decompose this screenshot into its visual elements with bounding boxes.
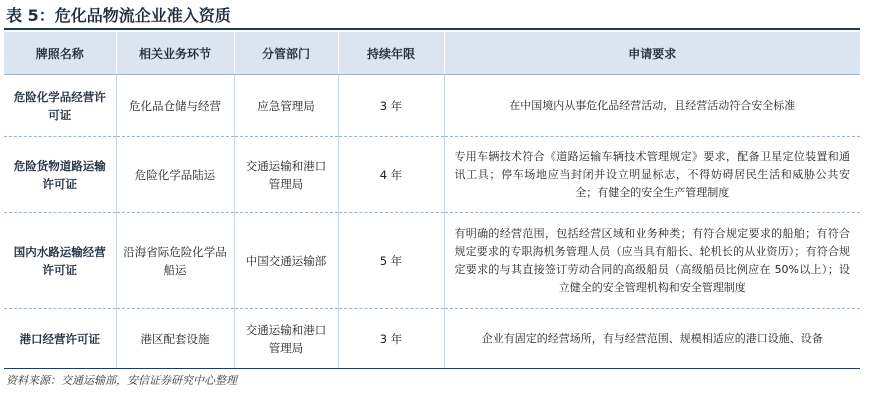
table-row (4, 75, 860, 137)
cell-business: 危险化学品陆运 (116, 137, 234, 213)
table-row (4, 309, 860, 369)
header-license: 牌照名称 (4, 32, 116, 75)
cell-duration: 4 年 (338, 137, 444, 213)
cell-license: 危险化学品经营许可证 (4, 75, 116, 137)
cell-department: 交通运输和港口管理局 (234, 309, 338, 369)
cell-requirements: 有明确的经营范围，包括经营区域和业务种类；有符合规定要求的船舶；有符合规定要求的专职海机务管理人员（应当具有船长、轮机长的从业资历）；有符合规定要求的与其直接签订劳动合同的高级船员（高级船员比例应在 50%以上）；设立健全的安全管理机构和安全管理制度 (444, 213, 860, 309)
cell-requirements: 专用车辆技术符合《道路运输车辆技术管理规定》要求，配备卫星定位装置和通讯工具；停车场地应当封闭并设立明显标志，不得妨碍居民生活和威胁公共安全；有健全的安全生产管理制度 (444, 137, 860, 213)
cell-department: 中国交通运输部 (234, 213, 338, 309)
table-row (4, 213, 860, 309)
cell-duration: 3 年 (338, 75, 444, 137)
title-divider (4, 28, 860, 30)
cell-license: 港口经营许可证 (4, 309, 116, 369)
cell-license: 危险货物道路运输许可证 (4, 137, 116, 213)
cell-license: 国内水路运输经营许可证 (4, 213, 116, 309)
cell-requirements: 企业有固定的经营场所，有与经营范围、规模相适应的港口设施、设备 (444, 309, 860, 369)
cell-requirements: 在中国境内从事危化品经营活动，且经营活动符合安全标准 (444, 75, 860, 137)
header-duration: 持续年限 (338, 32, 444, 75)
table-header-row (4, 32, 860, 75)
cell-duration: 5 年 (338, 213, 444, 309)
qualification-table (4, 32, 860, 369)
cell-department: 交通运输和港口管理局 (234, 137, 338, 213)
source-note: 资料来源：交通运输部，安信证券研究中心整理 (6, 374, 237, 387)
cell-business: 危化品仓储与经营 (116, 75, 234, 137)
cell-business: 沿海省际危险化学品船运 (116, 213, 234, 309)
cell-department: 应急管理局 (234, 75, 338, 137)
table-row (4, 137, 860, 213)
header-requirements: 申请要求 (444, 32, 860, 75)
header-business: 相关业务环节 (116, 32, 234, 75)
cell-business: 港区配套设施 (116, 309, 234, 369)
table-title: 表 5：危化品物流企业准入资质 (6, 6, 231, 25)
cell-duration: 3 年 (338, 309, 444, 369)
header-department: 分管部门 (234, 32, 338, 75)
